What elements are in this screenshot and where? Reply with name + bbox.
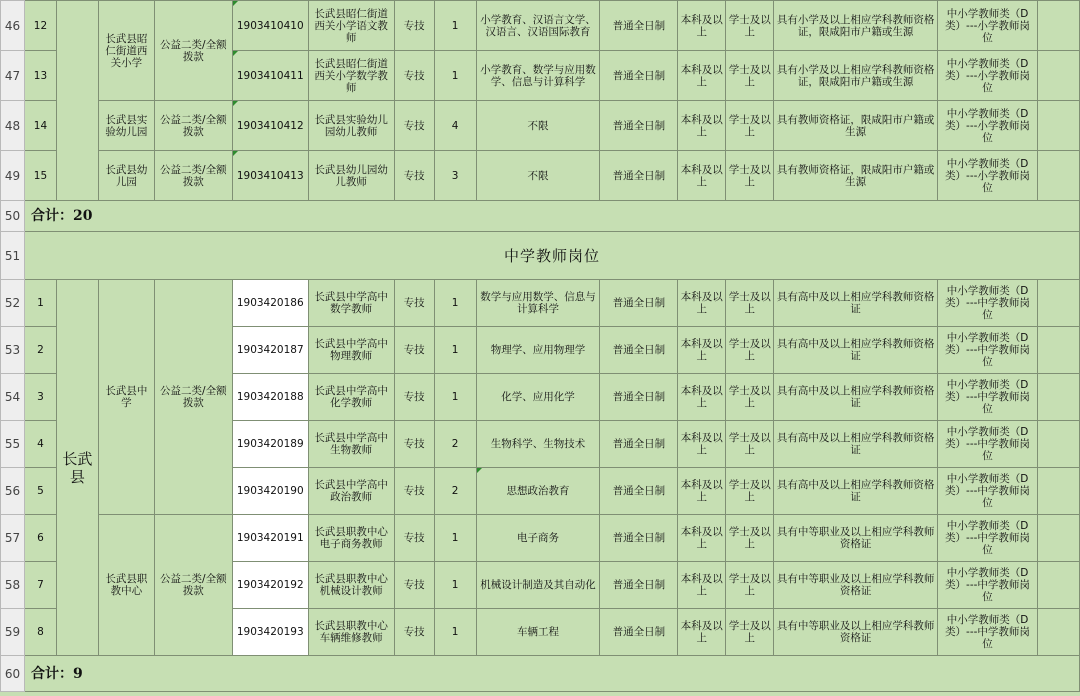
- county-cell[interactable]: [56, 1, 98, 201]
- requirement-cell[interactable]: 具有中等职业及以上相应学科教师资格证: [774, 609, 938, 656]
- major-cell[interactable]: 车辆工程: [476, 609, 600, 656]
- total-cell[interactable]: 合计：20: [24, 201, 1079, 232]
- row-number[interactable]: 60: [1, 656, 25, 692]
- post-code-cell[interactable]: 1903420188: [232, 374, 308, 421]
- major-cell[interactable]: 物理学、应用物理学: [476, 327, 600, 374]
- post-code-cell[interactable]: 1903420191: [232, 515, 308, 562]
- post-type-cell[interactable]: 专技: [394, 51, 434, 101]
- unit-cell[interactable]: 长武县职教中心: [98, 515, 154, 656]
- funding-cell[interactable]: 公益二类/全额拨款: [154, 1, 232, 101]
- post-code-cell[interactable]: 1903420192: [232, 562, 308, 609]
- post-type-cell[interactable]: 专技: [394, 280, 434, 327]
- table-row: [1, 151, 1080, 201]
- blank-cell[interactable]: [1037, 280, 1079, 327]
- degree-cell[interactable]: 学士及以上: [726, 468, 774, 515]
- study-mode-cell[interactable]: 普通全日制: [600, 562, 678, 609]
- post-name-cell[interactable]: 长武县中学高中生物教师: [308, 421, 394, 468]
- comment-marker-icon: [233, 101, 238, 106]
- row-number[interactable]: 51: [1, 232, 25, 280]
- unit-cell[interactable]: 长武县实验幼儿园: [98, 101, 154, 151]
- major-cell[interactable]: 小学教育、汉语言文学、汉语言、汉语国际教育: [476, 1, 600, 51]
- post-code-cell[interactable]: 1903420190: [232, 468, 308, 515]
- degree-cell[interactable]: 学士及以上: [726, 609, 774, 656]
- index-cell[interactable]: 1: [24, 280, 56, 327]
- study-mode-cell[interactable]: 普通全日制: [600, 151, 678, 201]
- post-type-cell[interactable]: 专技: [394, 374, 434, 421]
- degree-cell[interactable]: 学士及以上: [726, 51, 774, 101]
- row-number[interactable]: 52: [1, 280, 25, 327]
- row-number[interactable]: 50: [1, 201, 25, 232]
- index-cell[interactable]: 14: [24, 101, 56, 151]
- headcount-cell[interactable]: 1: [434, 562, 476, 609]
- category-cell[interactable]: 中小学教师类（D类）---小学教师岗位: [938, 101, 1038, 151]
- major-cell[interactable]: 思想政治教育: [476, 468, 600, 515]
- study-mode-cell[interactable]: 普通全日制: [600, 101, 678, 151]
- study-mode-cell[interactable]: 普通全日制: [600, 327, 678, 374]
- post-type-cell[interactable]: 专技: [394, 101, 434, 151]
- row-number[interactable]: 49: [1, 151, 25, 201]
- blank-cell[interactable]: [1037, 51, 1079, 101]
- requirement-cell[interactable]: 具有小学及以上相应学科教师资格证，限咸阳市户籍或生源: [774, 1, 938, 51]
- funding-cell[interactable]: 公益二类/全额拨款: [154, 151, 232, 201]
- education-cell[interactable]: 本科及以上: [678, 51, 726, 101]
- blank-cell[interactable]: [1037, 609, 1079, 656]
- education-cell[interactable]: 本科及以上: [678, 609, 726, 656]
- study-mode-cell[interactable]: 普通全日制: [600, 51, 678, 101]
- requirement-cell[interactable]: 具有小学及以上相应学科教师资格证，限咸阳市户籍或生源: [774, 51, 938, 101]
- blank-cell[interactable]: [1037, 1, 1079, 51]
- row-number[interactable]: 54: [1, 374, 25, 421]
- degree-cell[interactable]: 学士及以上: [726, 515, 774, 562]
- section-title[interactable]: 中学教师岗位: [24, 232, 1079, 280]
- index-cell[interactable]: 4: [24, 421, 56, 468]
- degree-cell[interactable]: 学士及以上: [726, 421, 774, 468]
- row-number[interactable]: 46: [1, 1, 25, 51]
- education-cell[interactable]: 本科及以上: [678, 280, 726, 327]
- table-row: [1, 656, 1080, 692]
- post-name-cell[interactable]: 长武县中学高中政治教师: [308, 468, 394, 515]
- requirement-cell[interactable]: 具有教师资格证，限咸阳市户籍或生源: [774, 151, 938, 201]
- row-number[interactable]: 53: [1, 327, 25, 374]
- post-code-cell[interactable]: 1903420189: [232, 421, 308, 468]
- index-cell[interactable]: 12: [24, 1, 56, 51]
- post-name-cell[interactable]: 长武县职教中心机械设计教师: [308, 562, 394, 609]
- category-cell[interactable]: 中小学教师类（D类）---中学教师岗位: [938, 421, 1038, 468]
- blank-cell[interactable]: [1037, 151, 1079, 201]
- education-cell[interactable]: 本科及以上: [678, 1, 726, 51]
- category-cell[interactable]: 中小学教师类（D类）---中学教师岗位: [938, 374, 1038, 421]
- post-code-cell[interactable]: 1903410410: [232, 1, 308, 51]
- post-type-cell[interactable]: 专技: [394, 1, 434, 51]
- post-code-cell[interactable]: 1903410413: [232, 151, 308, 201]
- row-number[interactable]: 47: [1, 51, 25, 101]
- post-name-cell[interactable]: 长武县中学高中数学教师: [308, 280, 394, 327]
- major-cell[interactable]: 不限: [476, 151, 600, 201]
- post-code-cell[interactable]: 1903410412: [232, 101, 308, 151]
- degree-cell[interactable]: 学士及以上: [726, 374, 774, 421]
- blank-cell[interactable]: [1037, 468, 1079, 515]
- blank-cell[interactable]: [1037, 327, 1079, 374]
- education-cell[interactable]: 本科及以上: [678, 151, 726, 201]
- requirement-cell[interactable]: 具有高中及以上相应学科教师资格证: [774, 468, 938, 515]
- funding-cell[interactable]: 公益二类/全额拨款: [154, 515, 232, 656]
- funding-cell[interactable]: 公益二类/全额拨款: [154, 280, 232, 515]
- blank-cell[interactable]: [1037, 101, 1079, 151]
- index-cell[interactable]: 7: [24, 562, 56, 609]
- education-cell[interactable]: 本科及以上: [678, 468, 726, 515]
- headcount-cell[interactable]: 1: [434, 374, 476, 421]
- requirement-cell[interactable]: 具有高中及以上相应学科教师资格证: [774, 327, 938, 374]
- headcount-cell[interactable]: 1: [434, 609, 476, 656]
- headcount-cell[interactable]: 1: [434, 327, 476, 374]
- major-cell[interactable]: 化学、应用化学: [476, 374, 600, 421]
- major-cell[interactable]: 生物科学、生物技术: [476, 421, 600, 468]
- study-mode-cell[interactable]: 普通全日制: [600, 280, 678, 327]
- headcount-cell[interactable]: 3: [434, 151, 476, 201]
- post-code-cell[interactable]: 1903410411: [232, 51, 308, 101]
- table-row: [1, 1, 1080, 51]
- post-type-cell[interactable]: 专技: [394, 151, 434, 201]
- post-name-cell[interactable]: 长武县昭仁街道西关小学语文教师: [308, 1, 394, 51]
- table-row: [1, 201, 1080, 232]
- table-row: [1, 101, 1080, 151]
- blank-cell[interactable]: [1037, 421, 1079, 468]
- row-number[interactable]: 57: [1, 515, 25, 562]
- blank-cell[interactable]: [1037, 374, 1079, 421]
- major-cell[interactable]: 不限: [476, 101, 600, 151]
- post-name-cell[interactable]: 长武县职教中心电子商务教师: [308, 515, 394, 562]
- category-cell[interactable]: 中小学教师类（D类）---小学教师岗位: [938, 151, 1038, 201]
- comment-marker-icon: [477, 468, 482, 473]
- post-type-cell[interactable]: 专技: [394, 327, 434, 374]
- requirement-cell[interactable]: 具有教师资格证，限咸阳市户籍或生源: [774, 101, 938, 151]
- degree-cell[interactable]: 学士及以上: [726, 1, 774, 51]
- category-cell[interactable]: 中小学教师类（D类）---中学教师岗位: [938, 280, 1038, 327]
- index-cell[interactable]: 5: [24, 468, 56, 515]
- post-code-cell[interactable]: 1903420187: [232, 327, 308, 374]
- blank-cell[interactable]: [1037, 562, 1079, 609]
- table-row: [1, 515, 1080, 562]
- education-cell[interactable]: 本科及以上: [678, 327, 726, 374]
- headcount-cell[interactable]: 2: [434, 421, 476, 468]
- requirement-cell[interactable]: 具有高中及以上相应学科教师资格证: [774, 374, 938, 421]
- study-mode-cell[interactable]: 普通全日制: [600, 515, 678, 562]
- category-cell[interactable]: 中小学教师类（D类）---中学教师岗位: [938, 609, 1038, 656]
- major-cell[interactable]: 数学与应用数学、信息与计算科学: [476, 280, 600, 327]
- requirement-cell[interactable]: 具有高中及以上相应学科教师资格证: [774, 421, 938, 468]
- post-type-cell[interactable]: 专技: [394, 609, 434, 656]
- requirement-cell[interactable]: 具有中等职业及以上相应学科教师资格证: [774, 562, 938, 609]
- post-code-cell[interactable]: 1903420186: [232, 280, 308, 327]
- study-mode-cell[interactable]: 普通全日制: [600, 468, 678, 515]
- post-name-cell[interactable]: 长武县幼儿园幼儿教师: [308, 151, 394, 201]
- education-cell[interactable]: 本科及以上: [678, 421, 726, 468]
- category-cell[interactable]: 中小学教师类（D类）---中学教师岗位: [938, 515, 1038, 562]
- index-cell[interactable]: 8: [24, 609, 56, 656]
- comment-marker-icon: [233, 151, 238, 156]
- headcount-cell[interactable]: 2: [434, 468, 476, 515]
- study-mode-cell[interactable]: 普通全日制: [600, 374, 678, 421]
- index-cell[interactable]: 3: [24, 374, 56, 421]
- category-cell[interactable]: 中小学教师类（D类）---中学教师岗位: [938, 562, 1038, 609]
- funding-cell[interactable]: 公益二类/全额拨款: [154, 101, 232, 151]
- post-code-cell[interactable]: 1903420193: [232, 609, 308, 656]
- index-cell[interactable]: 15: [24, 151, 56, 201]
- unit-cell[interactable]: 长武县中学: [98, 280, 154, 515]
- row-number[interactable]: 48: [1, 101, 25, 151]
- comment-marker-icon: [233, 51, 238, 56]
- post-type-cell[interactable]: 专技: [394, 421, 434, 468]
- degree-cell[interactable]: 学士及以上: [726, 280, 774, 327]
- study-mode-cell[interactable]: 普通全日制: [600, 1, 678, 51]
- category-cell[interactable]: 中小学教师类（D类）---中学教师岗位: [938, 468, 1038, 515]
- headcount-cell[interactable]: 1: [434, 1, 476, 51]
- blank-cell[interactable]: [1037, 515, 1079, 562]
- headcount-cell[interactable]: 1: [434, 280, 476, 327]
- post-type-cell[interactable]: 专技: [394, 562, 434, 609]
- headcount-cell[interactable]: 1: [434, 515, 476, 562]
- table-row: [1, 280, 1080, 327]
- education-cell[interactable]: 本科及以上: [678, 562, 726, 609]
- table-row: [1, 232, 1080, 280]
- degree-cell[interactable]: 学士及以上: [726, 327, 774, 374]
- category-cell[interactable]: 中小学教师类（D类）---中学教师岗位: [938, 327, 1038, 374]
- row-number[interactable]: 58: [1, 562, 25, 609]
- major-cell[interactable]: 机械设计制造及其自动化: [476, 562, 600, 609]
- requirement-cell[interactable]: 具有高中及以上相应学科教师资格证: [774, 280, 938, 327]
- education-cell[interactable]: 本科及以上: [678, 374, 726, 421]
- county-cell[interactable]: 长武县: [56, 280, 98, 656]
- headcount-cell[interactable]: 1: [434, 51, 476, 101]
- post-name-cell[interactable]: 长武县中学高中化学教师: [308, 374, 394, 421]
- category-cell[interactable]: 中小学教师类（D类）---小学教师岗位: [938, 51, 1038, 101]
- total-cell[interactable]: 合计：9: [24, 656, 1079, 692]
- post-name-cell[interactable]: 长武县职教中心车辆维修教师: [308, 609, 394, 656]
- post-name-cell[interactable]: 长武县昭仁街道西关小学数学教师: [308, 51, 394, 101]
- index-cell[interactable]: 2: [24, 327, 56, 374]
- unit-cell[interactable]: 长武县昭仁街道西关小学: [98, 1, 154, 101]
- headcount-cell[interactable]: 4: [434, 101, 476, 151]
- comment-marker-icon: [233, 1, 238, 6]
- post-name-cell[interactable]: 长武县实验幼儿园幼儿教师: [308, 101, 394, 151]
- requirement-cell[interactable]: 具有中等职业及以上相应学科教师资格证: [774, 515, 938, 562]
- major-cell[interactable]: 电子商务: [476, 515, 600, 562]
- degree-cell[interactable]: 学士及以上: [726, 101, 774, 151]
- post-type-cell[interactable]: 专技: [394, 468, 434, 515]
- degree-cell[interactable]: 学士及以上: [726, 562, 774, 609]
- row-number[interactable]: 56: [1, 468, 25, 515]
- degree-cell[interactable]: 学士及以上: [726, 151, 774, 201]
- row-number[interactable]: 55: [1, 421, 25, 468]
- post-name-cell[interactable]: 长武县中学高中物理教师: [308, 327, 394, 374]
- study-mode-cell[interactable]: 普通全日制: [600, 421, 678, 468]
- row-number[interactable]: 59: [1, 609, 25, 656]
- post-type-cell[interactable]: 专技: [394, 515, 434, 562]
- education-cell[interactable]: 本科及以上: [678, 515, 726, 562]
- index-cell[interactable]: 13: [24, 51, 56, 101]
- index-cell[interactable]: 6: [24, 515, 56, 562]
- category-cell[interactable]: 中小学教师类（D类）---小学教师岗位: [938, 1, 1038, 51]
- study-mode-cell[interactable]: 普通全日制: [600, 609, 678, 656]
- unit-cell[interactable]: 长武县幼儿园: [98, 151, 154, 201]
- education-cell[interactable]: 本科及以上: [678, 101, 726, 151]
- major-cell[interactable]: 小学教育、数学与应用数学、信息与计算科学: [476, 51, 600, 101]
